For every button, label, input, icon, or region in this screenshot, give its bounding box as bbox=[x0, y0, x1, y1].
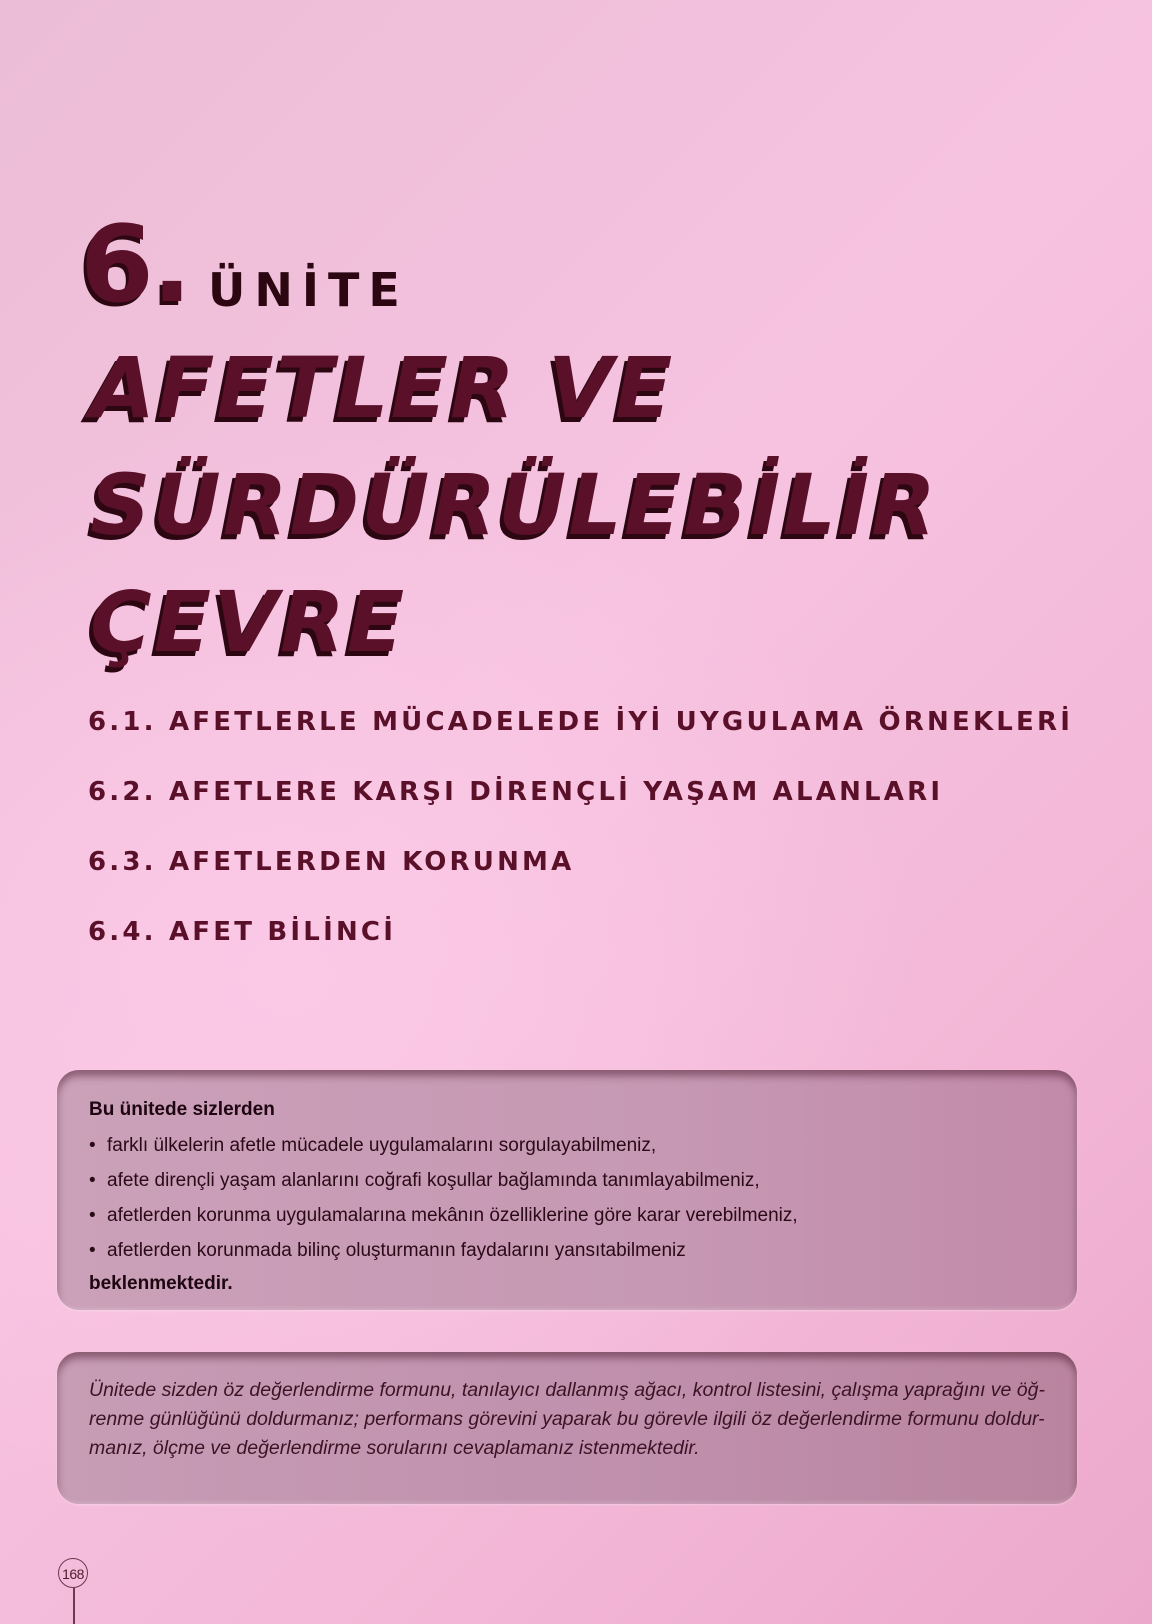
section-item: 6.3. AFETLERDEN KORUNMA bbox=[88, 847, 575, 877]
objectives-intro: Bu ünitede sizlerden bbox=[89, 1099, 275, 1120]
tasks-text bbox=[89, 1376, 1043, 1463]
section-item: 6.4. AFET BİLİNCİ bbox=[88, 917, 397, 947]
section-item: 6.2. AFETLERE KARŞI DİRENÇLİ YAŞAM ALANLARI bbox=[88, 777, 944, 807]
tasks-line: manız, ölçme ve değerlendirme sorularını cevaplamanız istenmektedir. bbox=[89, 1437, 700, 1459]
objective-item: • farklı ülkelerin afetle mücadele uygulamalarını sorgulayabilmeniz, bbox=[89, 1128, 1047, 1163]
page-number-line bbox=[73, 1588, 75, 1624]
page-number: 168 bbox=[58, 1558, 88, 1588]
unit-title bbox=[90, 330, 938, 681]
unit-heading bbox=[80, 200, 680, 330]
objective-item: • afete dirençli yaşam alanlarını coğrafi koşullar bağlamında tanımlayabilmeniz, bbox=[89, 1163, 1047, 1198]
unit-title-line: ÇEVRE bbox=[90, 573, 407, 671]
objectives-outro: beklenmektedir. bbox=[89, 1273, 233, 1294]
objectives-box bbox=[57, 1070, 1077, 1310]
section-item: 6.1. AFETLERLE MÜCADELEDE İYİ UYGULAMA ÖRNEKLERİ bbox=[88, 707, 1074, 737]
unit-title-line: SÜRDÜRÜLEBİLİR bbox=[90, 456, 938, 554]
unit-number: 6. bbox=[80, 203, 191, 326]
objectives-list bbox=[89, 1128, 1047, 1268]
tasks-line: renme günlüğünü doldurmanız; performans görevini yaparak bu görevle ilgili öz değerlendirme formunu doldur- bbox=[89, 1408, 1045, 1430]
tasks-box bbox=[57, 1352, 1077, 1504]
objective-item: • afetlerden korunmada bilinç oluşturmanın faydalarını yansıtabilmeniz bbox=[89, 1233, 1047, 1268]
tasks-line: Ünitede sizden öz değerlendirme formunu, tanılayıcı dallanmış ağacı, kontrol listesini, çalışma yaprağını ve öğ- bbox=[89, 1379, 1045, 1401]
unit-title-line: AFETLER VE bbox=[90, 339, 675, 437]
objective-item: • afetlerden korunma uygulamalarına mekânın özelliklerine göre karar verebilmeniz, bbox=[89, 1198, 1047, 1233]
unit-label: ÜNİTE bbox=[208, 263, 409, 317]
section-list bbox=[88, 705, 1073, 985]
